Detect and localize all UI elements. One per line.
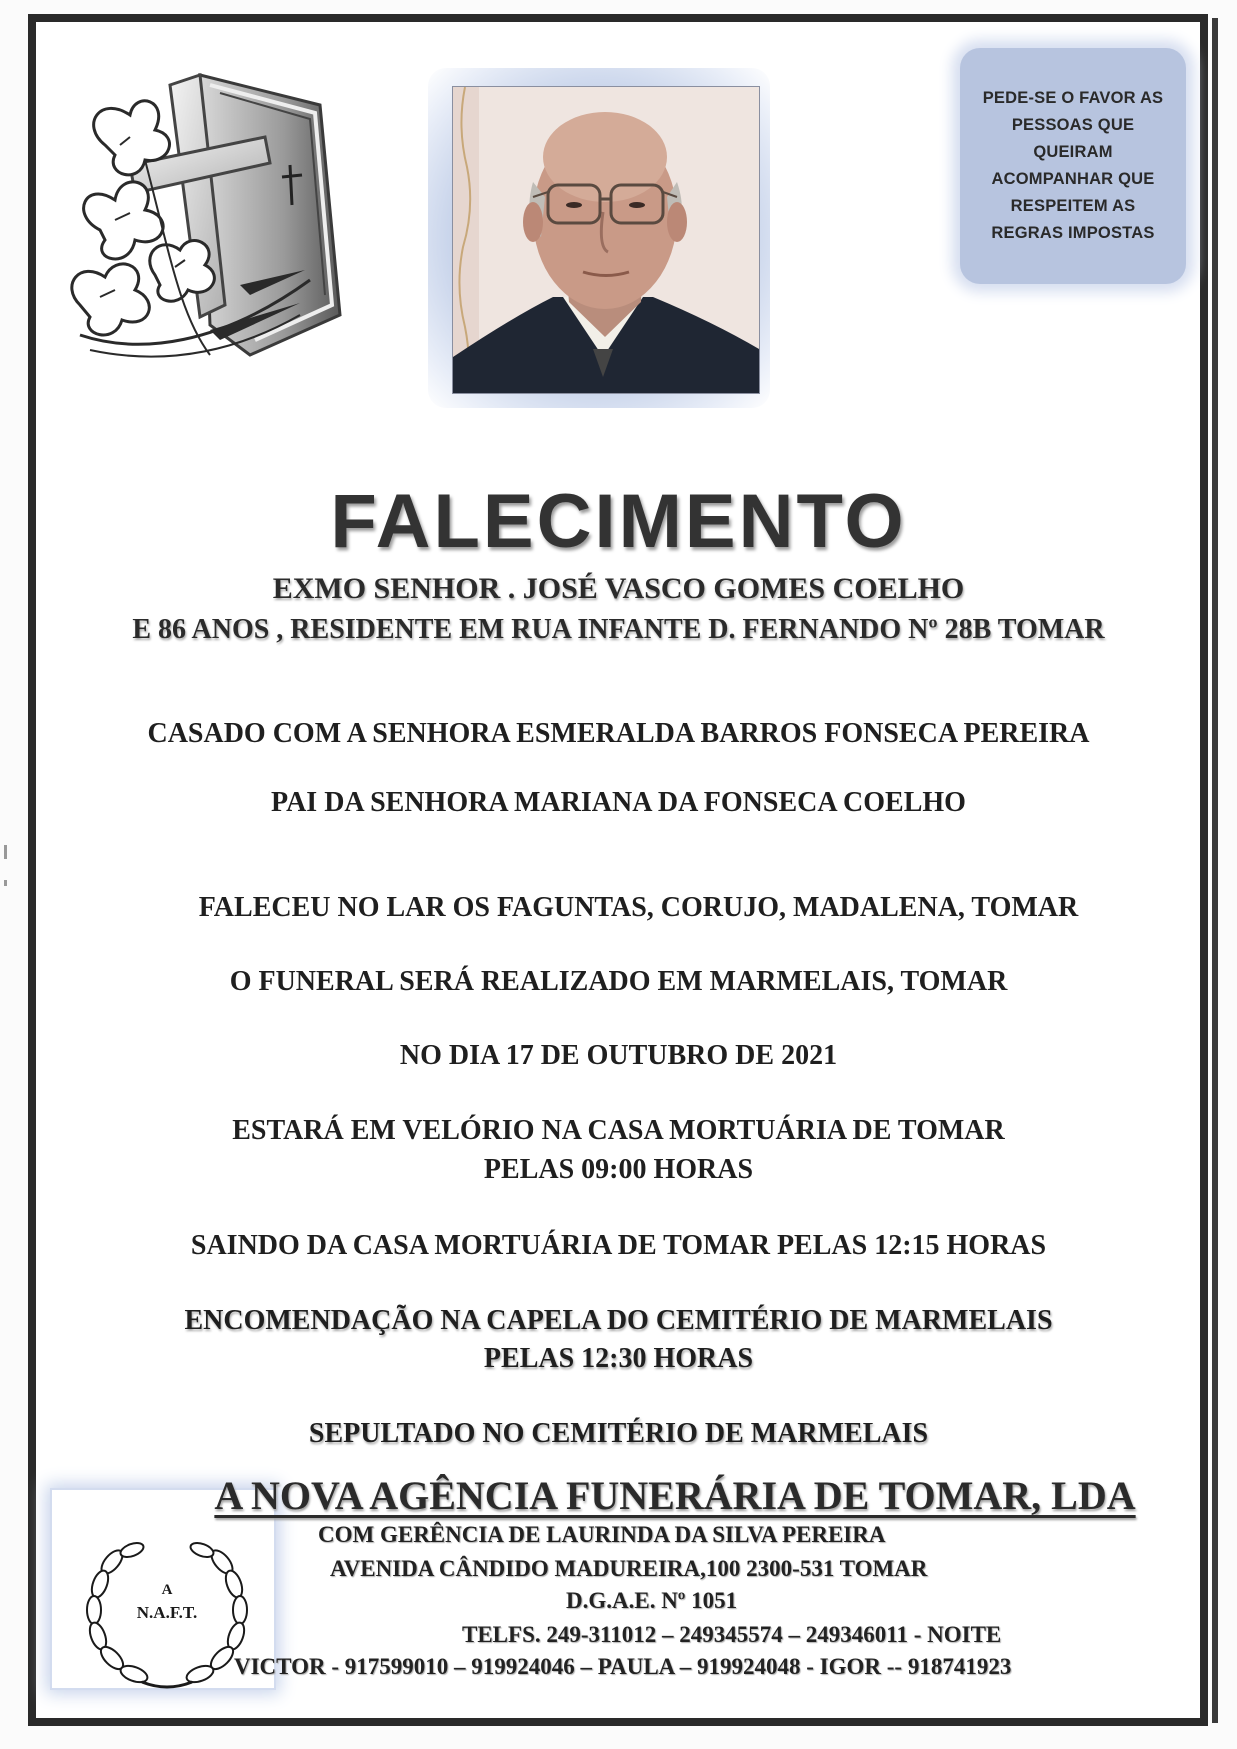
notice-line: PESSOAS QUE: [1011, 116, 1135, 134]
cross-bible-lily-icon: [60, 55, 350, 385]
notice-line: PEDE-SE O FAVOR AS: [982, 89, 1164, 107]
agency-management: COM GERÊNCIA DE LAURINDA DA SILVA PEREIRA: [318, 1522, 886, 1547]
logo-naft: N.A.F.T.: [136, 1603, 198, 1622]
wake-time-line: PELAS 09:00 HORAS: [483, 1154, 754, 1185]
service-time-line: PELAS 12:30 HORAS: [483, 1343, 754, 1374]
date-line: NO DIA 17 DE OUTUBRO DE 2021: [399, 1040, 838, 1071]
portrait-photo: [452, 86, 760, 394]
age-residence: E 86 ANOS , RESIDENTE EM RUA INFANTE D. FERNANDO Nº 28B TOMAR: [132, 614, 1105, 645]
funeral-place-line: O FUNERAL SERÁ REALIZADO EM MARMELAIS, TOMAR: [229, 966, 1008, 997]
child-line: PAI DA SENHORA MARIANA DA FONSECA COELHO: [271, 787, 966, 818]
scan-mark: [4, 880, 7, 886]
notice-line: REGRAS IMPOSTAS: [991, 224, 1155, 242]
scan-mark: [4, 845, 7, 859]
notice-line: RESPEITEM AS: [1010, 197, 1136, 215]
service-line: ENCOMENDAÇÃO NA CAPELA DO CEMITÉRIO DE MARMELAIS: [184, 1305, 1053, 1336]
deceased-name: EXMO SENHOR . JOSÉ VASCO GOMES COELHO: [272, 572, 965, 605]
logo-letter-a: A: [161, 1582, 173, 1598]
notice-line: QUEIRAM: [1033, 143, 1113, 161]
page-title: FALECIMENTO: [330, 479, 907, 564]
wake-line: ESTARÁ EM VELÓRIO NA CASA MORTUÁRIA DE TOMAR: [232, 1115, 1005, 1146]
frame-shadow: [1212, 18, 1218, 1723]
agency-name: A NOVA AGÊNCIA FUNERÁRIA DE TOMAR, LDA: [214, 1473, 1136, 1518]
night-contacts: VICTOR - 917599010 – 919924046 – PAULA – 919924048 - IGOR -- 918741923: [234, 1654, 1012, 1679]
notice-box: [960, 48, 1186, 284]
burial-line: SEPULTADO NO CEMITÉRIO DE MARMELAIS: [308, 1418, 929, 1449]
notice-line: ACOMPANHAR QUE: [991, 170, 1155, 188]
agency-license: D.G.A.E. Nº 1051: [566, 1588, 738, 1613]
death-place-line: FALECEU NO LAR OS FAGUNTAS, CORUJO, MADALENA, TOMAR: [198, 892, 1079, 923]
agency-address: AVENIDA CÂNDIDO MADUREIRA,100 2300-531 TOMAR: [330, 1556, 928, 1581]
agency-phones: TELFS. 249-311012 – 249345574 – 249346011 - NOITE: [462, 1622, 1002, 1647]
spouse-line: CASADO COM A SENHORA ESMERALDA BARROS FONSECA PEREIRA: [147, 718, 1090, 749]
portrait-image: [453, 87, 759, 393]
departure-line: SAINDO DA CASA MORTUÁRIA DE TOMAR PELAS 12:15 HORAS: [190, 1230, 1047, 1261]
